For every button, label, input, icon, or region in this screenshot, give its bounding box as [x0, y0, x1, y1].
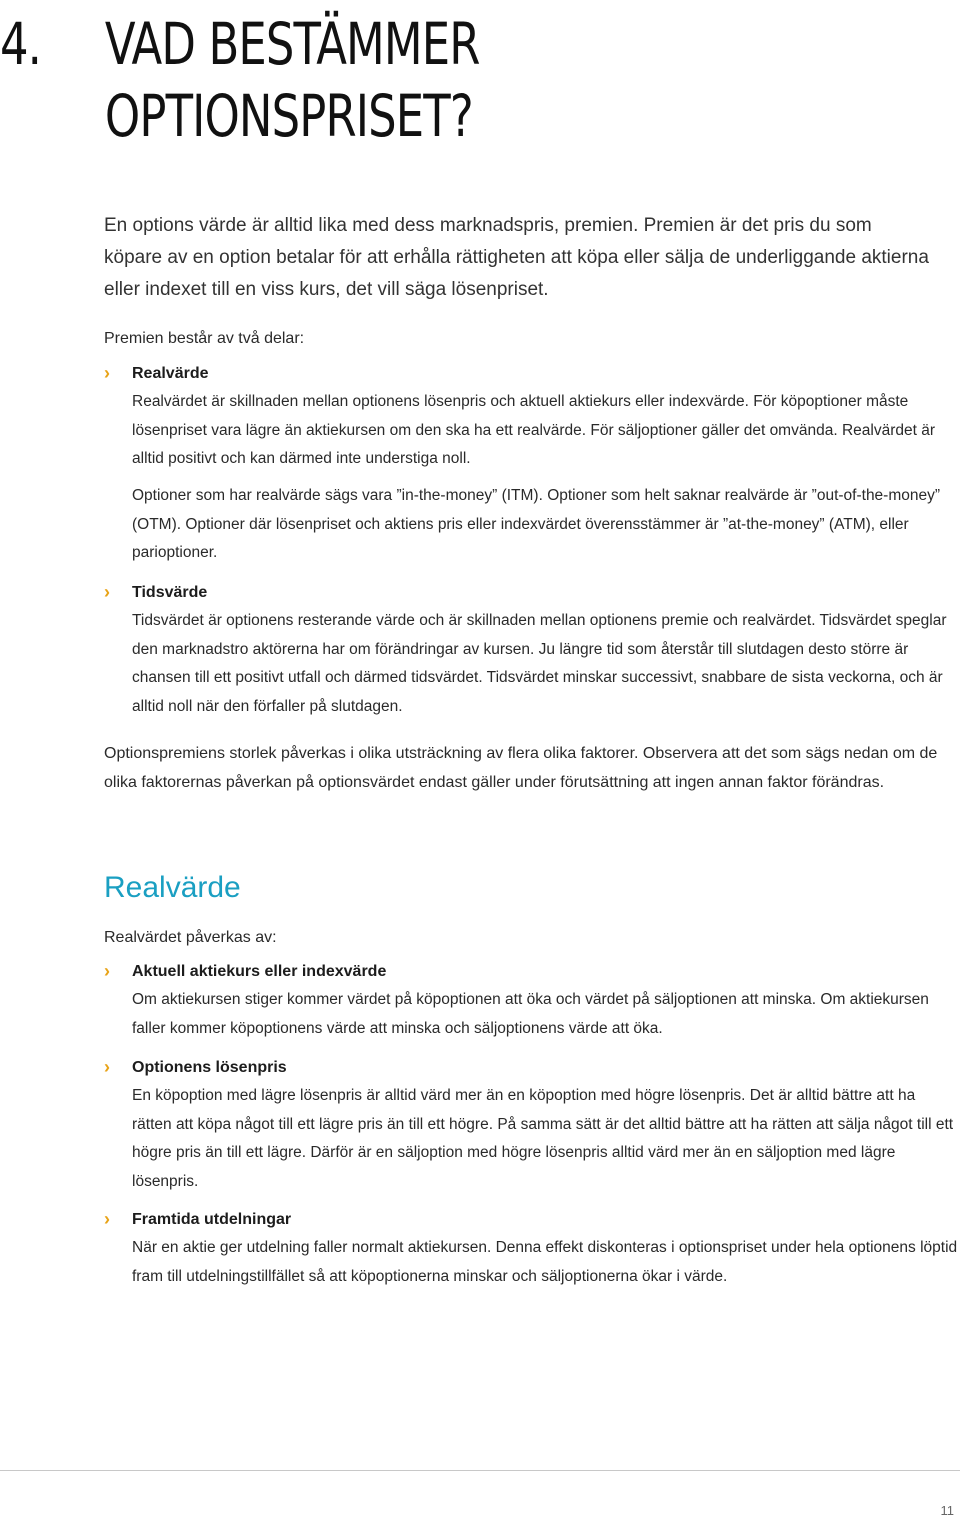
- page-number: 11: [940, 1503, 954, 1518]
- chevron-right-icon: ›: [104, 582, 110, 602]
- chapter-number: 4.: [0, 10, 42, 78]
- chevron-right-icon: ›: [104, 961, 110, 981]
- factor-text: När en aktie ger utdelning faller normalt aktiekursen. Denna effekt diskonteras i optionspriset under hela optionens löptid fram till utdelningstillfället så att köpoptionerna minskar och säljoptionerna ökar i värde.: [132, 1239, 958, 1285]
- factor-heading: Optionens lösenpris: [132, 1059, 287, 1076]
- chevron-right-icon: ›: [104, 363, 110, 383]
- section-intro: Realvärdet påverkas av:: [104, 929, 277, 946]
- section-heading: Realvärde: [104, 871, 241, 904]
- premium-part-heading: Realvärde: [132, 365, 209, 382]
- premium-part-heading: Tidsvärde: [132, 584, 208, 601]
- premium-part-text: Tidsvärdet är optionens resterande värde och är skillnaden mellan optionens premie och realvärdet. Tidsvärdet speglar den marknadstro aktörerna har om förändringar av kursen. Ju längre tid som återstår till slutdagen desto större är chansen till ett positivt utfall och därmed tidsvärdet. Tidsvärdet minskar successivt, snabbare de sista veckorna, och är alltid noll när den förfaller på slutdagen.: [132, 612, 947, 716]
- factor-text: En köpoption med lägre lösenpris är alltid värd mer än en köpoption med högre lösenpris. Det är alltid bättre att ha rätten att köpa något till ett lägre pris än till ett högre. På samma sätt är det alltid bättre att ha rätten att sälja något till ett högre pris än till ett lägre. Därför är en säljoption med högre lösenpris alltid värd mer än en säljoption med lägre lösenpris.: [132, 1087, 954, 1191]
- factors-paragraph: Optionspremiens storlek påverkas i olika utsträckning av flera olika faktorer. Observera att det som sägs nedan om de olika faktorernas påverkan på optionsvärdet endast gäller under förutsättning att ingen annan faktor förändras.: [104, 745, 938, 791]
- premium-intro: Premien består av två delar:: [104, 330, 305, 347]
- premium-part-text-2: Optioner som har realvärde sägs vara ”in-the-money” (ITM). Optioner som helt saknar realvärde är ”out-of-the-money” (OTM). Optioner där lösenpriset och aktiens pris eller indexvärdet överensstämmer är ”at-the-money” (ATM), eller parioptioner.: [132, 487, 941, 562]
- factor-heading: Framtida utdelningar: [132, 1211, 292, 1228]
- chapter-title-text: VAD BESTÄMMER OPTIONSPRISET?: [104, 10, 480, 150]
- chevron-right-icon: ›: [104, 1209, 110, 1229]
- factor-text: Om aktiekursen stiger kommer värdet på köpoptionen att öka och värdet på säljoptionen att minska. Om aktiekursen faller kommer köpoptionens värde att minska och säljoptionens värde att öka.: [132, 991, 929, 1037]
- footer-divider: [0, 1470, 960, 1471]
- chevron-right-icon: ›: [104, 1057, 110, 1077]
- factor-heading: Aktuell aktiekurs eller indexvärde: [132, 963, 387, 980]
- premium-part-text: Realvärdet är skillnaden mellan optionens lösenpris och aktuell aktiekurs eller indexvärde. För köpoptioner måste lösenpriset vara lägre än aktiekursen om den ska ha ett realvärde. För säljoptioner gäller det omvända. Realvärdet är alltid positivt och kan därmed inte understiga noll.: [132, 393, 935, 468]
- intro-paragraph: En options värde är alltid lika med dess marknadspris, premien. Premien är det pris du som köpare av en option betalar för att erhålla rättigheten att köpa eller sälja de underliggande aktierna eller indexet till en viss kurs, det vill säga lösenpriset.: [104, 215, 929, 300]
